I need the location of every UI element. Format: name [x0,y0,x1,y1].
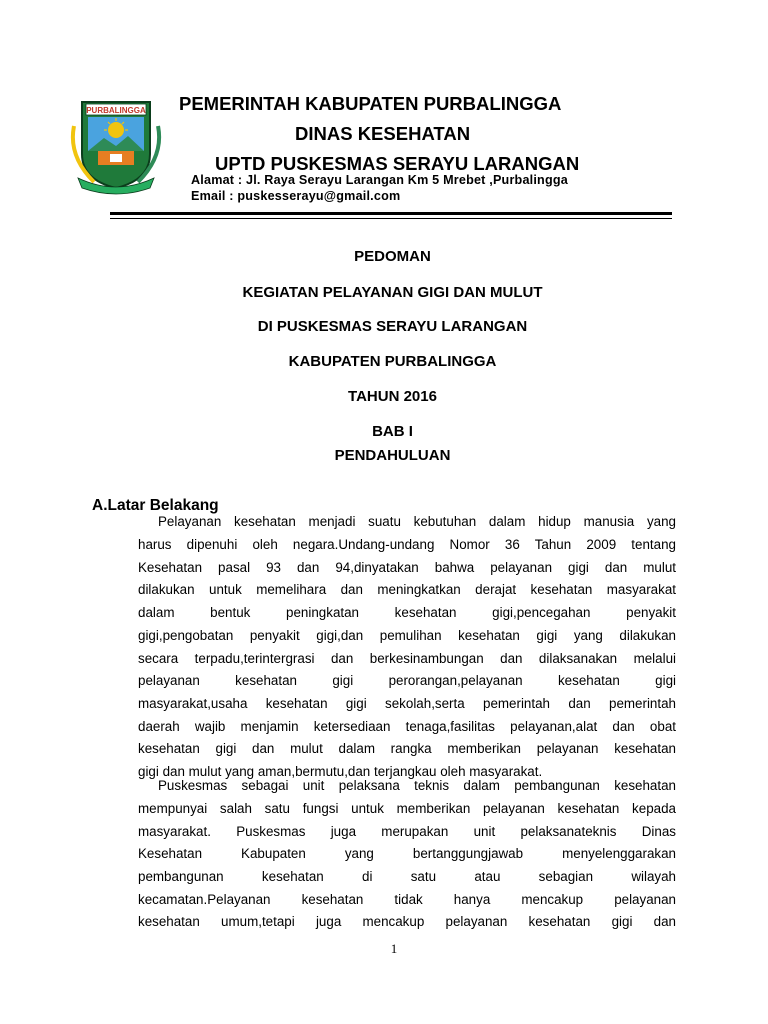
chapter-number: BAB I [372,423,413,440]
letterhead-address: Alamat : Jl. Raya Serayu Larangan Km 5 Mrebet ,Purbalingga [191,173,568,187]
body-line: mempunyai salah satu fungsi untuk memberikan pelayanan kesehatan kepada [138,801,676,816]
body-line: pelayanan kesehatan gigi perorangan,pelayanan kesehatan gigi [138,673,676,688]
body-line: dalam bentuk peningkatan kesehatan gigi,pencegahan penyakit [138,605,676,620]
body-line: Pelayanan kesehatan menjadi suatu kebutuhan dalam hidup manusia yang [158,514,676,529]
body-line: kecamatan.Pelayanan kesehatan tidak hanya mencakup pelayanan [138,892,676,907]
logo-label: PURBALINGGA [86,106,146,115]
body-line: daerah wajib menjamin ketersediaan tenaga,fasilitas pelayanan,alat dan obat [138,719,676,734]
body-line: masyarakat. Puskesmas juga merupakan unit pelaksanateknis Dinas [138,824,676,839]
letterhead-department: DINAS KESEHATAN [295,123,471,144]
body-line: gigi dan mulut yang aman,bermutu,dan terjangkau oleh masyarakat. [138,764,543,779]
letterhead-email: Email : puskesserayu@gmail.com [191,189,401,203]
body-line: Kesehatan pasal 93 dan 94,dinyatakan bahwa pelayanan gigi dan mulut [138,560,676,575]
section-heading: A.Latar Belakang [92,497,219,514]
body-line: Kesehatan Kabupaten yang bertanggungjawab menyelenggarakan [138,846,676,861]
doc-title-activity: KEGIATAN PELAYANAN GIGI DAN MULUT [242,284,543,301]
doc-title-regency: KABUPATEN PURBALINGGA [288,353,497,370]
letterhead-unit: UPTD PUSKESMAS SERAYU LARANGAN [215,153,580,174]
body-line: kesehatan gigi dan mulut dalam rangka memberikan pelayanan kesehatan [138,741,676,756]
letterhead-rule-thick [110,212,672,215]
doc-title-location: DI PUSKESMAS SERAYU LARANGAN [257,318,528,335]
body-line: harus dipenuhi oleh negara.Undang-undang Nomor 36 Tahun 2009 tentang [138,537,676,552]
body-line: gigi,pengobatan penyakit gigi,dan pemulihan kesehatan gigi yang dilakukan [138,628,676,643]
body-line: masyarakat,usaha kesehatan gigi sekolah,serta pemerintah dan pemerintah [138,696,676,711]
doc-title-guideline: PEDOMAN [354,248,431,265]
letterhead-government: PEMERINTAH KABUPATEN PURBALINGGA [179,93,562,114]
body-line: kesehatan umum,tetapi juga mencakup pelayanan kesehatan gigi dan [138,914,676,929]
chapter-title: PENDAHULUAN [334,447,451,464]
body-line: secara terpadu,terintergrasi dan berkesinambungan dan dilaksanakan melalui [138,651,676,666]
doc-title-year: TAHUN 2016 [348,388,437,405]
letterhead-rule-thin [110,218,672,219]
body-line: pembangunan kesehatan di satu atau sebagian wilayah [138,869,676,884]
body-line: Puskesmas sebagai unit pelaksana teknis dalam pembangunan kesehatan [158,778,676,793]
regency-logo [64,96,168,196]
page-number: 1 [390,941,398,956]
body-line: dilakukan untuk memelihara dan meningkatkan derajat kesehatan masyarakat [138,582,676,597]
